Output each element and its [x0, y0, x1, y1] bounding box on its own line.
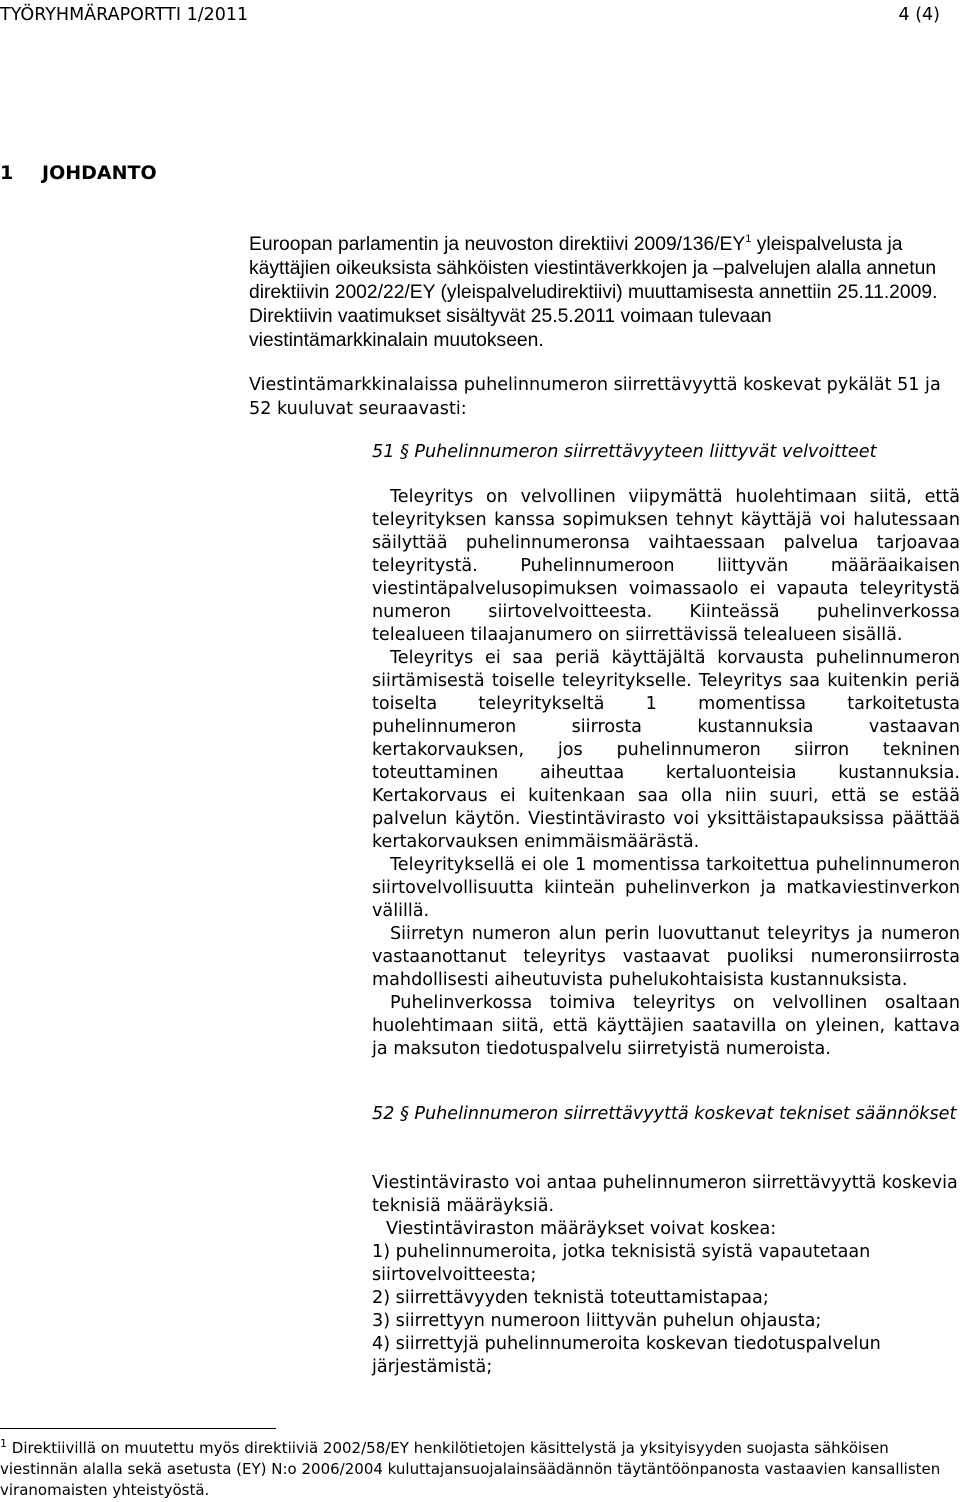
intro-text-start: Euroopan parlamentin ja neuvoston direktiivi 2009/136/EY [249, 234, 746, 255]
section-heading [0, 160, 157, 186]
section-51-paragraph: Teleyritys on velvollinen viipymättä huolehtimaan siitä, että teleyrityksen kanssa sopimuksen tehnyt käyttäjä voi halutessaan säilyttää puhelinnumeronsa vaihtaessaan palvelua tarjoavaa teleyritystä. Puhelinnumeroon liittyvän määräaikaisen viestintäpalvelusopimuksen voimassaolo ei vapauta teleyritystä numeron siirtovelvoitteesta. Kiinteässä puhelinverkossa telealueen tilaajanumero on siirrettävissä telealueen sisällä. [372, 487, 960, 645]
section-52-title [372, 1103, 957, 1126]
section-52-list-item: 3) siirrettyyn numeroon liittyvän puhelun ohjausta; [372, 1311, 822, 1331]
section-51-body [372, 486, 960, 1061]
document-header-title: TYÖRYHMÄRAPORTTI 1/2011 [0, 5, 249, 25]
section-51-paragraph: Teleyrityksellä ei ole 1 momentissa tarkoitettua puhelinnumeron siirtovelvollisuutta kiinteän puhelinverkon ja matkaviestinverkon välillä. [372, 855, 960, 921]
footnote-reference: 1 [745, 233, 752, 245]
section-52-list-item: 1) puhelinnumeroita, jotka teknisistä syistä vapautetaan siirtovelvoitteesta; [372, 1242, 871, 1285]
section-52-list-item: 2) siirrettävyyden teknistä toteuttamistapaa; [372, 1288, 769, 1308]
section-heading-number: 1 [0, 162, 14, 184]
law-reference-paragraph: Viestintämarkkinalaissa puhelinnumeron siirrettävyyttä koskevat pykälät 51 ja 52 kuuluvat seuraavasti: [249, 375, 941, 419]
section-52-list-item: 4) siirrettyjä puhelinnumeroita koskevan tiedotuspalvelun järjestämistä; [372, 1334, 881, 1377]
intro-paragraph [249, 233, 949, 353]
footnote-divider [0, 1428, 276, 1429]
section-52-intro: Viestintävirasto voi antaa puhelinnumeron siirrettävyyttä koskevia teknisiä määräyksiä. [372, 1173, 958, 1216]
section-51-paragraph: Puhelinverkossa toimiva teleyritys on velvollinen osaltaan huolehtimaan siitä, että käyttäjien saatavilla on yleinen, kattava ja maksuton tiedotuspalvelu siirretyistä numeroista. [372, 993, 960, 1059]
section-heading-title: JOHDANTO [42, 162, 157, 184]
footnote-text: Direktiivillä on muutettu myös direktiiviä 2002/58/EY henkilötietojen käsittelystä ja yksityisyyden suojasta sähköisen viestinnän alalla sekä asetusta (EY) N:o 2006/2004 kuluttajansuojalainsäädännön täytäntöönpanosta vastaavien kansallisten viranomaisten yhteistyöstä. [0, 1439, 941, 1499]
footnote-marker: 1 [0, 1437, 7, 1450]
intro-text-end: yleispalvelusta ja käyttäjien oikeuksista sähköisten viestintäverkkojen ja –palvelujen alalla annetun direktiivin 2002/22/EY (yleispalveludirektiivi) muuttamisesta annettiin 25.11.2009. Direktiivin vaatimukset sisältyvät 25.5.2011 voimaan tulevaan viestintämarkkinalain muutokseen. [249, 234, 938, 351]
section-52-title-text: 52 § Puhelinnumeron siirrettävyyttä koskevat tekniset säännökset [372, 1104, 957, 1124]
section-51-title-text: 51 § Puhelinnumeron siirrettävyyteen liittyvät velvoitteet [372, 442, 877, 462]
footnote [0, 1438, 955, 1501]
section-52-list-intro: Viestintäviraston määräykset voivat koskea: [386, 1219, 777, 1239]
page-number: 4 (4) [898, 5, 940, 25]
section-52-body [372, 1172, 960, 1379]
section-51-title [372, 441, 960, 464]
section-51-paragraph: Teleyritys ei saa periä käyttäjältä korvausta puhelinnumeron siirtämisestä toiselle teleyritykselle. Teleyritys saa kuitenkin periä toiselta teleyritykseltä 1 momentissa tarkoitetusta puhelinnumeron siirrosta kustannuksia vastaavan kertakorvauksen, jos puhelinnumeron siirron tekninen toteuttaminen aiheuttaa kertaluonteisia kustannuksia. Kertakorvaus ei kuitenkaan saa olla niin suuri, että se estää palvelun käytön. Viestintävirasto voi yksittäistapauksissa päättää kertakorvauksen enimmäismäärästä. [372, 648, 960, 852]
section-51-paragraph: Siirretyn numeron alun perin luovuttanut teleyritys ja numeron vastaanottanut teleyritys vastaavat puoliksi numeronsiirrosta mahdollisesti aiheutuvista puhelukohtaisista kustannuksista. [372, 924, 960, 990]
